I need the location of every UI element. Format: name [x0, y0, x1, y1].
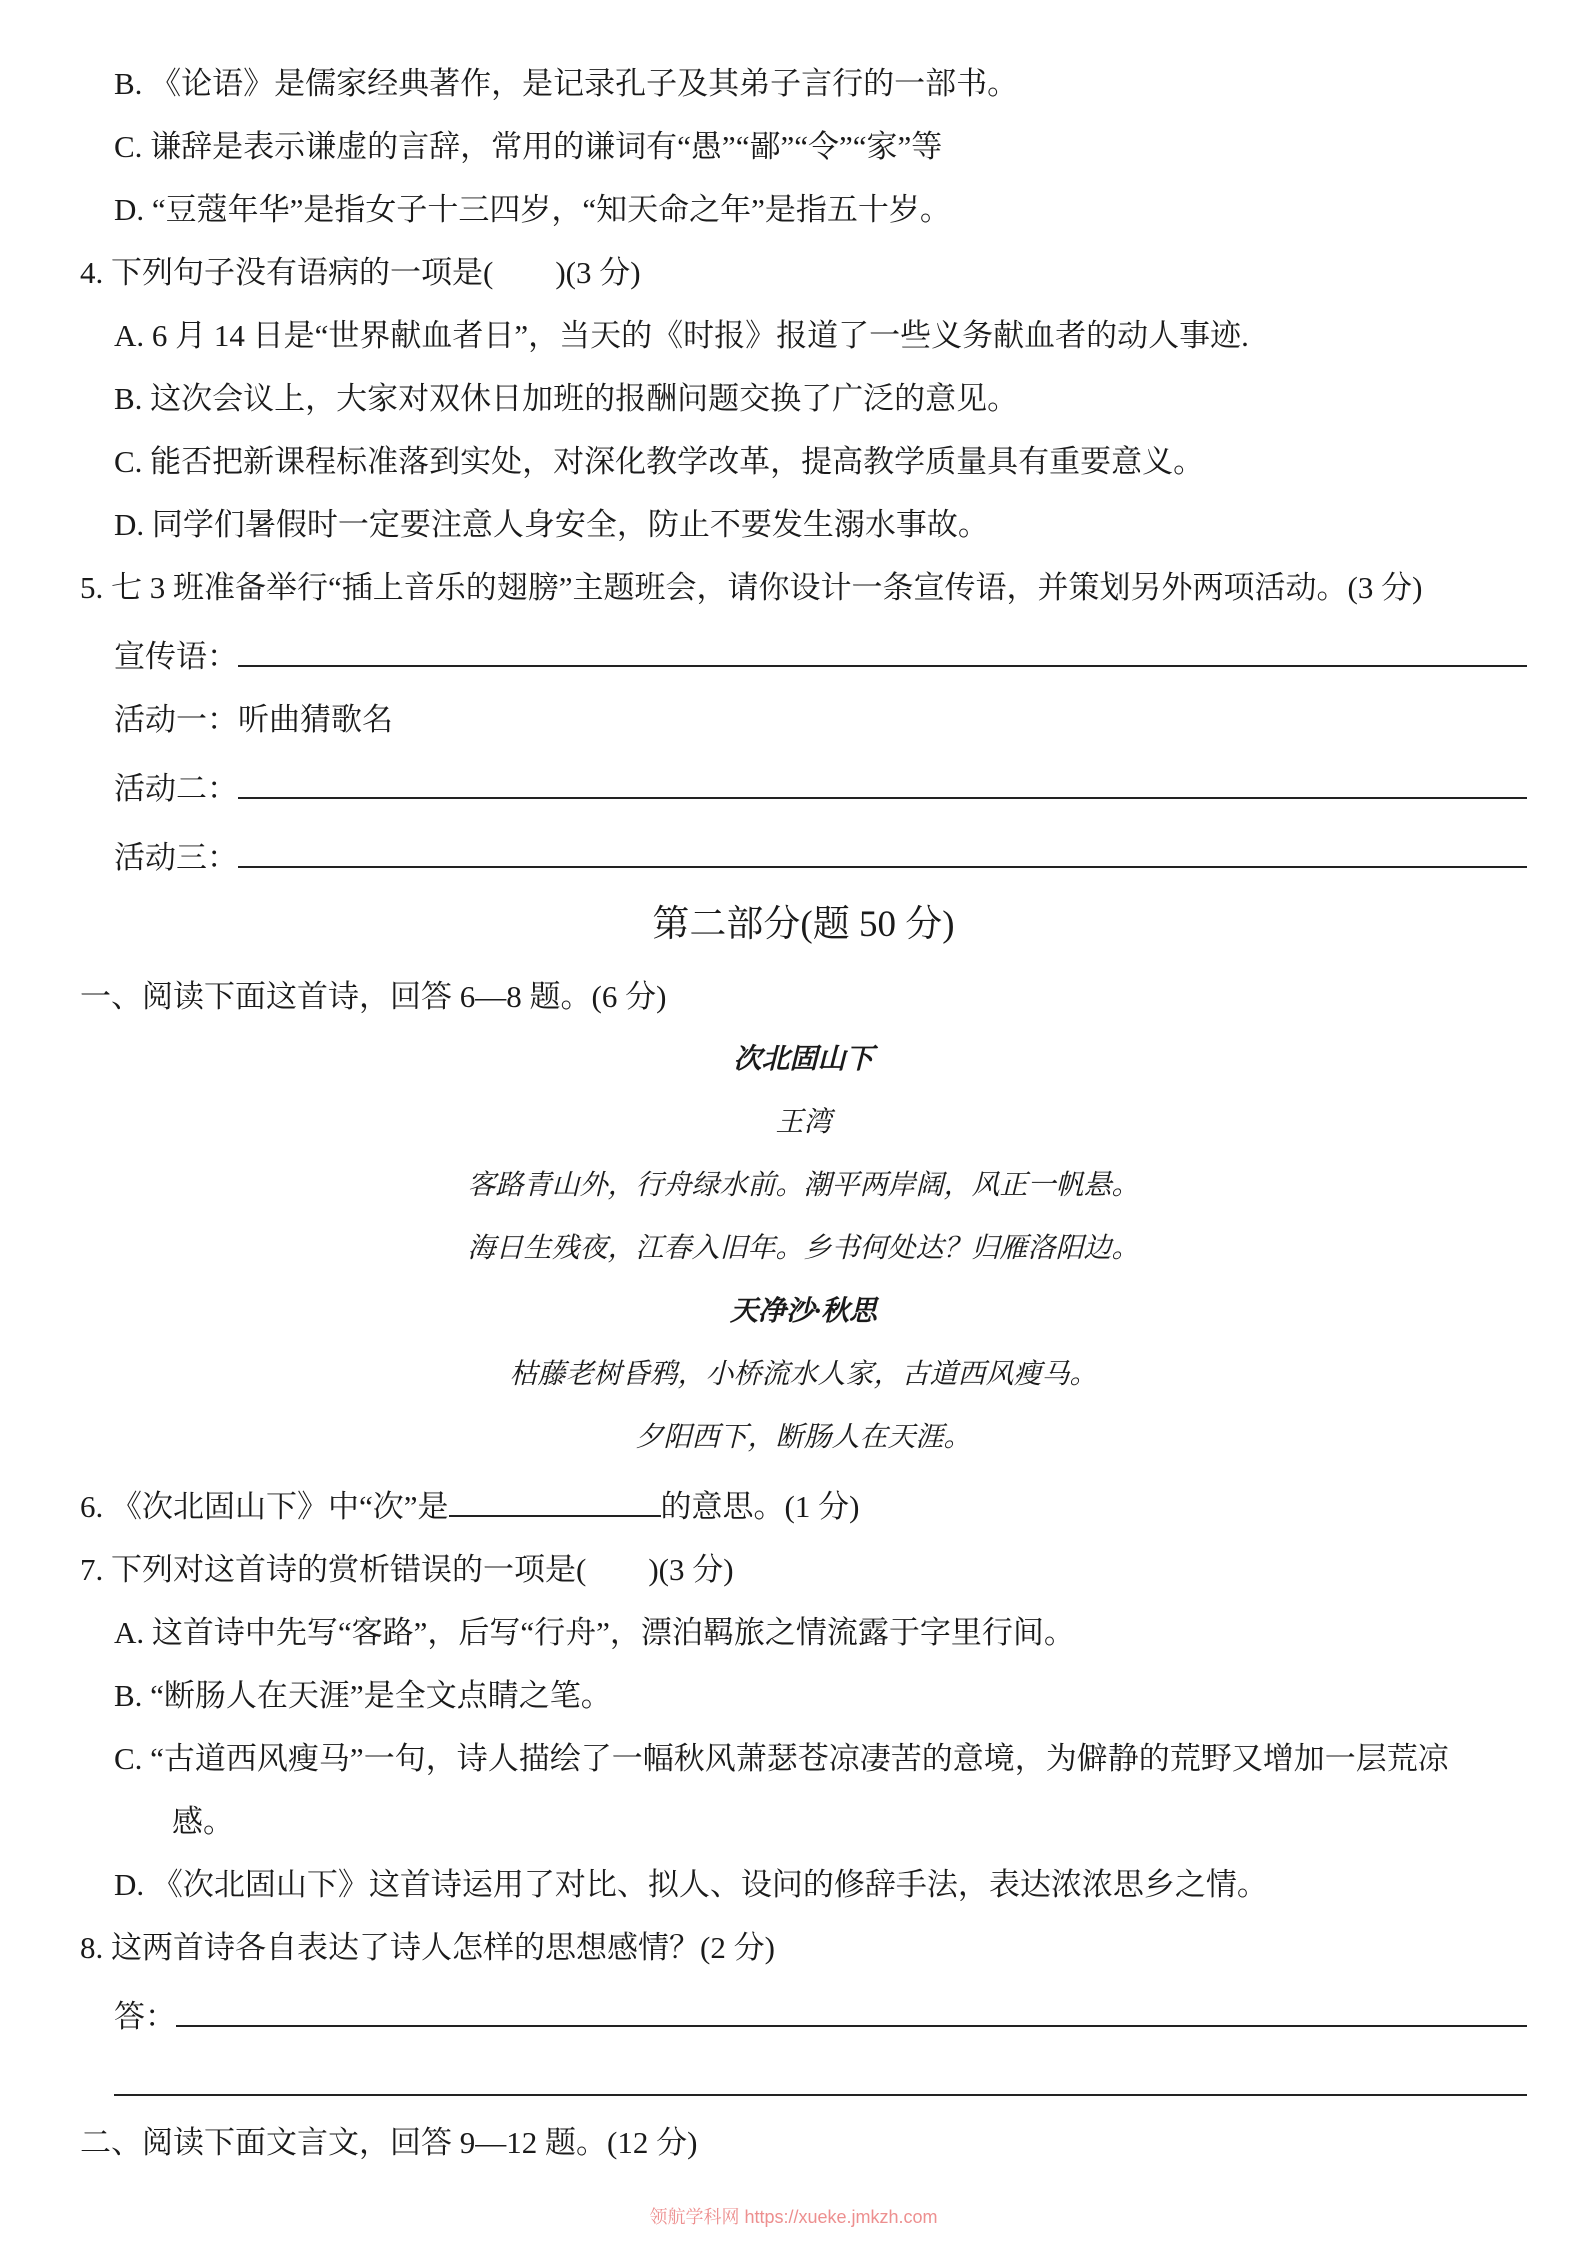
text-run: 感。	[172, 1804, 234, 1839]
text-run: 6. 《次北固山下》中“次”是	[80, 1489, 449, 1524]
text-run: 第二部分(题 50 分)	[652, 904, 955, 945]
text-run: D. 同学们暑假时一定要注意人身安全，防止不要发生溺水事故。	[114, 507, 989, 542]
text-run: 一、阅读下面这首诗，回答 6—8 题。(6 分)	[80, 979, 667, 1014]
text-run: 枯藤老树昏鸦，小桥流水人家，古道西风瘦马。	[509, 1359, 1098, 1390]
question-line	[80, 1479, 1527, 1529]
text-run: C. 能否把新课程标准落到实处，对深化教学改革，提高教学质量具有重要意义。	[114, 444, 1205, 479]
poem-author	[80, 1101, 1527, 1145]
text-run: D. “豆蔻年华”是指女子十三四岁，“知天命之年”是指五十岁。	[114, 192, 951, 227]
text-run: D. 《次北固山下》这首诗运用了对比、拟人、设问的修辞手法，表达浓浓思乡之情。	[114, 1867, 1268, 1902]
text-run: B. 《论语》是儒家经典著作，是记录孔子及其弟子言行的一部书。	[114, 66, 1019, 101]
fill-line	[80, 698, 1527, 742]
text-run: 活动三：	[114, 840, 238, 875]
poem-line	[80, 1353, 1527, 1397]
text-run: C. “古道西风瘦马”一句，诗人描绘了一幅秋风萧瑟苍凉凄苦的意境，为僻静的荒野又增加一层荒凉	[114, 1741, 1449, 1776]
text-run: B. 这次会议上，大家对双休日加班的报酬问题交换了广泛的意见。	[114, 381, 1019, 416]
question-line	[80, 975, 1527, 1019]
poem-line	[80, 1416, 1527, 1460]
text-run: 夕阳西下，断肠人在天涯。	[635, 1422, 972, 1453]
answer-blank[interactable]	[238, 830, 1527, 868]
text-run: 客路青山外，行舟绿水前。潮平两岸阔，风正一帆悬。	[467, 1170, 1140, 1201]
option-line	[80, 1737, 1527, 1781]
text-run: A. 这首诗中先写“客路”，后写“行舟”，漂泊羁旅之情流露于字里行间。	[114, 1615, 1075, 1650]
text-run: 7. 下列对这首诗的赏析错误的一项是( )(3 分)	[80, 1552, 734, 1587]
poem-title	[80, 1038, 1527, 1082]
answer-blank[interactable]	[238, 629, 1527, 667]
option-line	[80, 125, 1527, 169]
watermark-link: 领航学科网 https://xueke.jmkzh.com	[649, 2207, 938, 2227]
text-run: 二、阅读下面文言文，回答 9—12 题。(12 分)	[80, 2125, 698, 2160]
text-run: A. 6 月 14 日是“世界献血者日”，当天的《时报》报道了一些义务献血者的动人事迹.	[114, 318, 1249, 353]
text-run: 海日生残夜，江春入旧年。乡书何处达？归雁洛阳边。	[467, 1233, 1140, 1264]
text-run: B. “断肠人在天涯”是全文点睛之笔。	[114, 1678, 612, 1713]
option-line	[80, 440, 1527, 484]
poem-line	[80, 1164, 1527, 1208]
text-run: 4. 下列句子没有语病的一项是( )(3 分)	[80, 255, 641, 290]
option-line	[80, 377, 1527, 421]
option-line	[80, 188, 1527, 232]
question-line	[80, 2121, 1527, 2165]
text-run: 5. 七 3 班准备举行“插上音乐的翅膀”主题班会，请你设计一条宣传语，并策划另外两项活动。(3 分)	[80, 570, 1423, 605]
text-run: 8. 这两首诗各自表达了诗人怎样的思想感情？(2 分)	[80, 1930, 775, 1965]
fill-line	[80, 629, 1527, 679]
answer-blank[interactable]	[238, 761, 1527, 799]
text-run: C. 谦辞是表示谦虚的言辞，常用的谦词有“愚”“鄙”“令”“家”等	[114, 129, 943, 164]
option-line	[80, 1674, 1527, 1718]
question-line	[80, 251, 1527, 295]
text-run: 活动一：听曲猜歌名	[114, 702, 393, 737]
text-run: 宣传语：	[114, 639, 238, 674]
answer-blank[interactable]	[449, 1479, 661, 1517]
fill-line	[80, 1989, 1527, 2039]
answer-blank[interactable]	[176, 1989, 1527, 2027]
text-run: 次北固山下	[733, 1044, 874, 1075]
fill-line	[80, 761, 1527, 811]
answer-rule-line	[80, 2058, 1527, 2102]
question-line	[80, 1926, 1527, 1970]
text-run: 王湾	[775, 1107, 832, 1138]
question-line	[80, 566, 1527, 610]
text-run: 活动二：	[114, 771, 238, 806]
answer-blank[interactable]	[114, 2058, 1527, 2096]
poem-title	[80, 1290, 1527, 1334]
section-title	[80, 899, 1527, 951]
option-line	[80, 1611, 1527, 1655]
fill-line	[80, 830, 1527, 880]
text-run: 天净沙·秋思	[729, 1296, 877, 1327]
text-run: 的意思。(1 分)	[660, 1489, 860, 1524]
option-line	[80, 62, 1527, 106]
poem-line	[80, 1227, 1527, 1271]
text-run: 答：	[114, 1999, 176, 2034]
option-line	[80, 314, 1527, 358]
exam-body	[80, 62, 1527, 2184]
option-cont-line	[80, 1800, 1527, 1844]
option-line	[80, 1863, 1527, 1907]
question-line	[80, 1548, 1527, 1592]
option-line	[80, 503, 1527, 547]
